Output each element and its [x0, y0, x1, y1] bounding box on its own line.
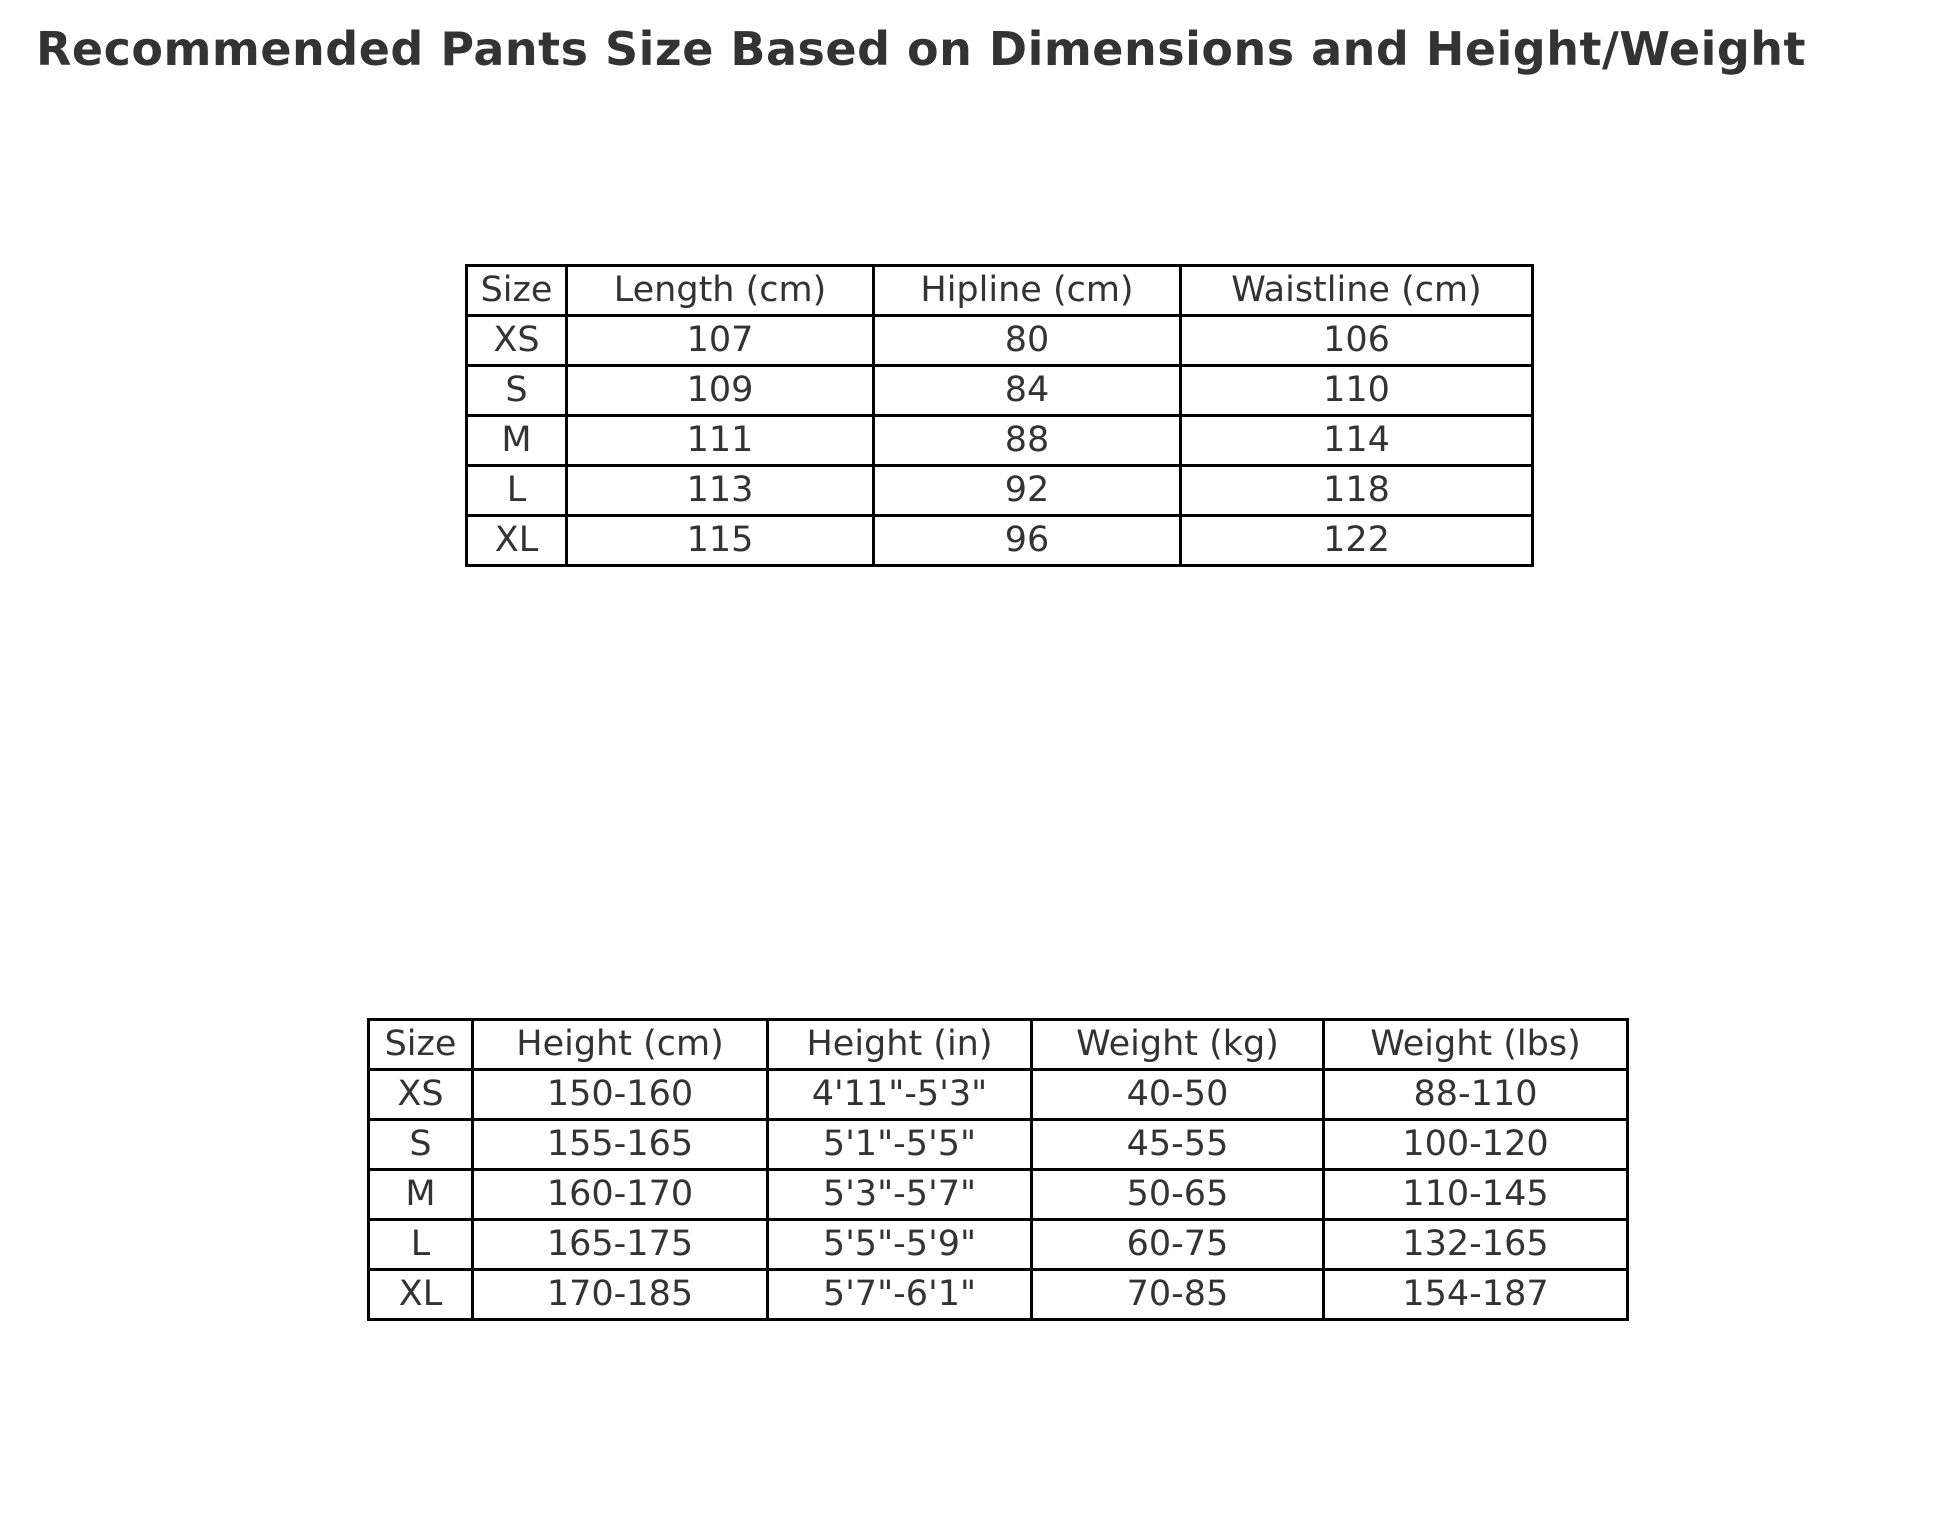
column-header-height-cm: Height (cm): [473, 1020, 768, 1070]
table-header-row: [369, 1020, 1628, 1070]
cell-height-cm: 150-160: [473, 1070, 768, 1120]
cell-hipline: 88: [874, 416, 1181, 466]
table-row: [467, 316, 1533, 366]
cell-length: 109: [567, 366, 874, 416]
cell-height-cm: 165-175: [473, 1220, 768, 1270]
cell-height-in: 5'3"-5'7": [768, 1170, 1032, 1220]
cell-height-in: 5'5"-5'9": [768, 1220, 1032, 1270]
table-row: [467, 466, 1533, 516]
cell-size: M: [467, 416, 567, 466]
cell-height-in: 5'1"-5'5": [768, 1120, 1032, 1170]
table-row: [467, 516, 1533, 566]
cell-weight-lbs: 110-145: [1324, 1170, 1628, 1220]
cell-height-in: 5'7"-6'1": [768, 1270, 1032, 1320]
column-header-hipline-cm: Hipline (cm): [874, 266, 1181, 316]
table-row: [369, 1070, 1628, 1120]
table-row: [369, 1270, 1628, 1320]
cell-weight-kg: 40-50: [1032, 1070, 1324, 1120]
table-row: [369, 1120, 1628, 1170]
cell-weight-lbs: 88-110: [1324, 1070, 1628, 1120]
cell-weight-kg: 50-65: [1032, 1170, 1324, 1220]
cell-height-cm: 170-185: [473, 1270, 768, 1320]
table-row: [467, 366, 1533, 416]
cell-hipline: 92: [874, 466, 1181, 516]
cell-height-in: 4'11"-5'3": [768, 1070, 1032, 1120]
table-row: [369, 1170, 1628, 1220]
cell-size: M: [369, 1170, 473, 1220]
cell-weight-lbs: 132-165: [1324, 1220, 1628, 1270]
cell-weight-kg: 45-55: [1032, 1120, 1324, 1170]
cell-size: L: [467, 466, 567, 516]
cell-height-cm: 155-165: [473, 1120, 768, 1170]
cell-hipline: 96: [874, 516, 1181, 566]
cell-weight-lbs: 154-187: [1324, 1270, 1628, 1320]
table-header-row: [467, 266, 1533, 316]
cell-length: 111: [567, 416, 874, 466]
cell-size: XS: [369, 1070, 473, 1120]
cell-waistline: 114: [1181, 416, 1533, 466]
cell-length: 115: [567, 516, 874, 566]
cell-size: XL: [467, 516, 567, 566]
cell-size: S: [369, 1120, 473, 1170]
cell-size: S: [467, 366, 567, 416]
column-header-weight-lbs: Weight (lbs): [1324, 1020, 1628, 1070]
page-title: Recommended Pants Size Based on Dimensions and Height/Weight: [36, 22, 1807, 76]
cell-weight-kg: 70-85: [1032, 1270, 1324, 1320]
cell-size: XL: [369, 1270, 473, 1320]
cell-waistline: 110: [1181, 366, 1533, 416]
cell-waistline: 118: [1181, 466, 1533, 516]
column-header-height-in: Height (in): [768, 1020, 1032, 1070]
height-weight-table: [367, 1018, 1629, 1321]
cell-size: L: [369, 1220, 473, 1270]
cell-waistline: 122: [1181, 516, 1533, 566]
cell-size: XS: [467, 316, 567, 366]
table-row: [369, 1220, 1628, 1270]
cell-weight-lbs: 100-120: [1324, 1120, 1628, 1170]
cell-height-cm: 160-170: [473, 1170, 768, 1220]
cell-hipline: 80: [874, 316, 1181, 366]
cell-waistline: 106: [1181, 316, 1533, 366]
cell-weight-kg: 60-75: [1032, 1220, 1324, 1270]
cell-length: 113: [567, 466, 874, 516]
pants-dimensions-table: [465, 264, 1534, 567]
column-header-weight-kg: Weight (kg): [1032, 1020, 1324, 1070]
cell-hipline: 84: [874, 366, 1181, 416]
column-header-size: Size: [467, 266, 567, 316]
table-row: [467, 416, 1533, 466]
cell-length: 107: [567, 316, 874, 366]
column-header-size: Size: [369, 1020, 473, 1070]
column-header-waistline-cm: Waistline (cm): [1181, 266, 1533, 316]
column-header-length-cm: Length (cm): [567, 266, 874, 316]
